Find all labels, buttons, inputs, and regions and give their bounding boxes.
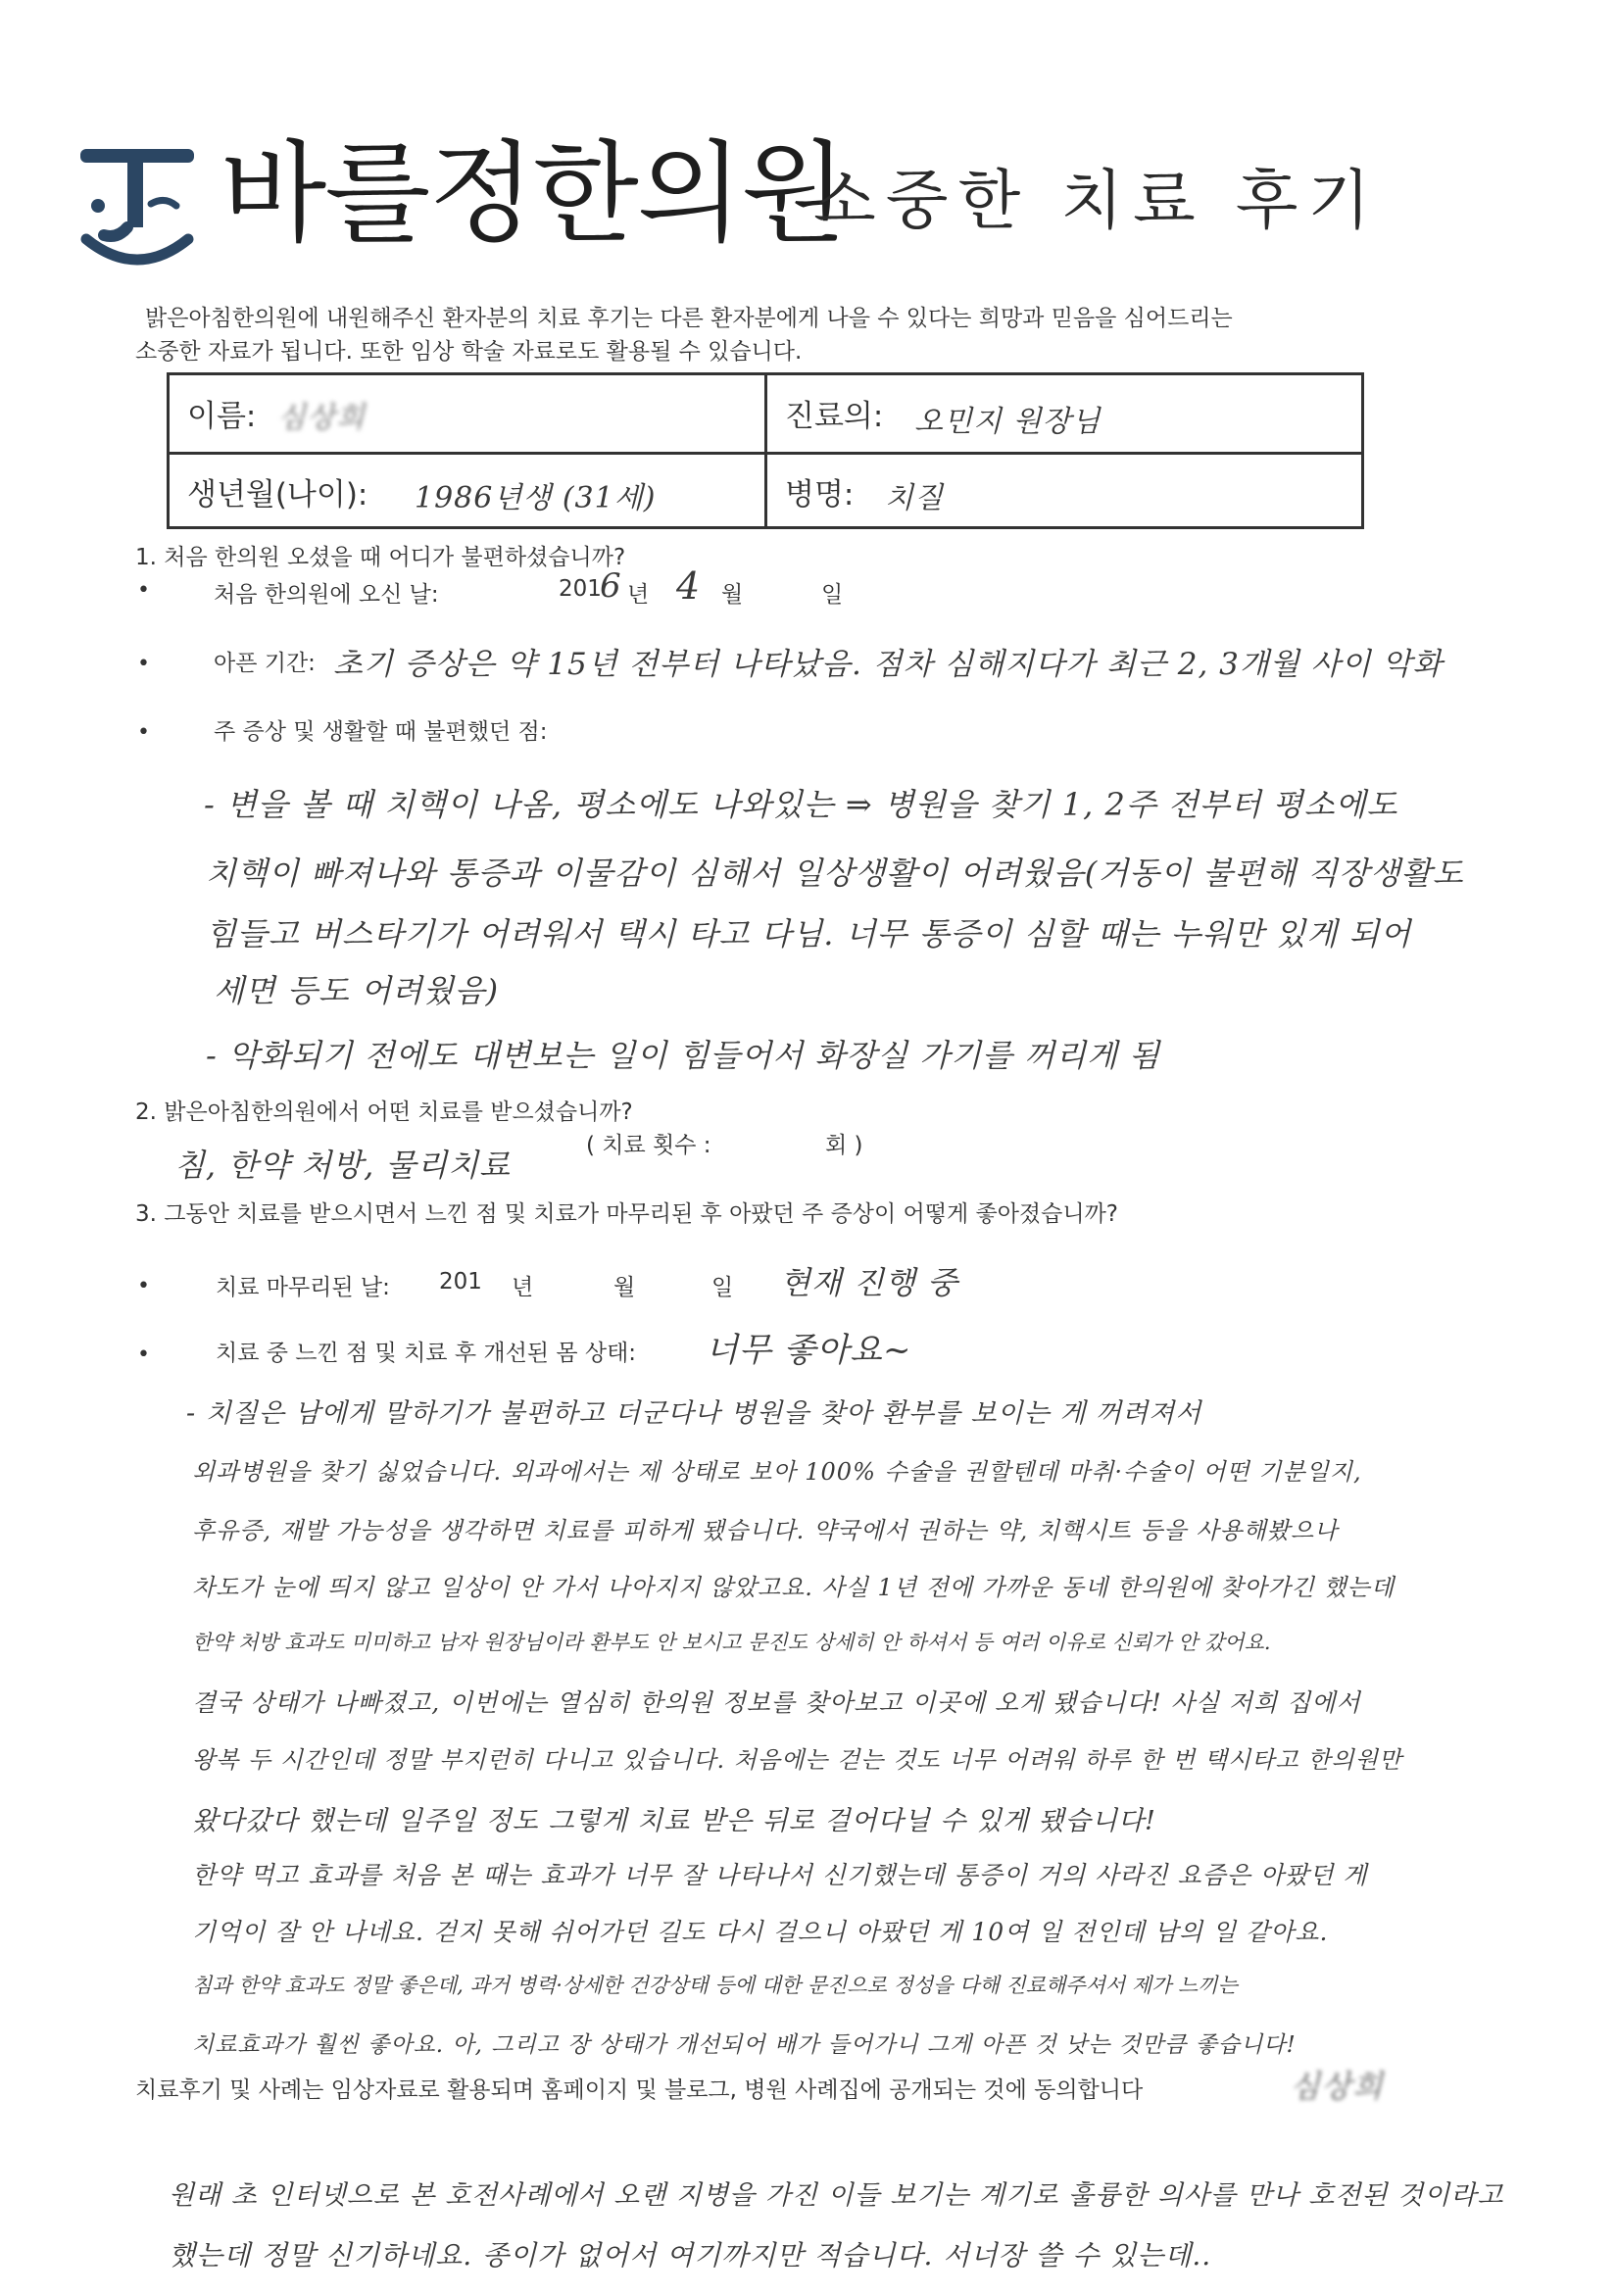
postscript-line: 원래 초 인터넷으로 본 호전사례에서 오랜 지병을 가진 이들 보기는 계기로 훌륭한 의사를 만나 호전된 것이라고 [169, 2180, 1504, 2211]
symptom-line: 세면 등도 어려웠음) [214, 972, 500, 1009]
bullet-icon: • [137, 578, 150, 603]
review-line: 침과 한약 효과도 정말 좋은데, 과거 병력·상세한 건강상태 등에 대한 문진으로 정성을 다해 진료해주셔서 제가 느끼는 [192, 1974, 1238, 1997]
bullet-icon: • [137, 720, 150, 745]
first-visit-month-unit: 월 [721, 582, 744, 608]
treatment-end-month-unit: 월 [613, 1275, 636, 1300]
birth-label: 생년월(나이): [187, 477, 368, 513]
first-visit-year-hand: 6 [600, 566, 622, 606]
symptom-line: 힘들고 버스타기가 어려워서 택시 타고 다님. 너무 통증이 심할 때는 누워만 있게 되어 [206, 915, 1412, 953]
brand-name: 바를정한의원 [220, 130, 846, 258]
review-line: 치료효과가 훨씬 좋아요. 아, 그리고 장 상태가 개선되어 배가 들어가니 그게 아픈 것 낫는 것만큼 좋습니다! [192, 2032, 1297, 2058]
review-line: 외과병원을 찾기 싫었습니다. 외과에서는 제 상태로 보아 100% 수술을 권할텐데 마취·수술이 어떤 기분일지, [192, 1458, 1362, 1486]
treatment-end-day-unit: 일 [711, 1275, 734, 1300]
symptom-line: - 변을 볼 때 치핵이 나옴, 평소에도 나와있는 ⇒ 병원을 찾기 1, 2주 전부터 평소에도 [204, 786, 1398, 823]
review-line: 기억이 잘 안 나네요. 걷지 못해 쉬어가던 길도 다시 걸으니 아팠던 게 10여 일 전인데 남의 일 같아요. [192, 1918, 1329, 1946]
postscript-line: 했는데 정말 신기하네요. 종이가 없어서 여기까지만 적습니다. 서너장 쓸 수 있는데.. [169, 2239, 1212, 2272]
bullet-icon: • [137, 1343, 150, 1367]
first-visit-day-unit: 일 [821, 582, 844, 608]
consent-signature-redacted: 심상희 [1290, 2068, 1384, 2105]
first-visit-year-prefix: 201 [559, 576, 602, 602]
intro-line-2: 소중한 자료가 됩니다. 또한 임상 학술 자료로도 활용될 수 있습니다. [135, 339, 803, 365]
question-2: 2. 밝은아침한의원에서 어떤 치료를 받으셨습니까? [135, 1099, 633, 1125]
treatment-count-label: ( 치료 횟수 : [586, 1133, 711, 1158]
review-line: 왕복 두 시간인데 정말 부지런히 다니고 있습니다. 처음에는 걷는 것도 너무 어려워 하루 한 번 택시타고 한의원만 [192, 1746, 1402, 1774]
treatment-end-label: 치료 마무리된 날: [216, 1275, 390, 1300]
patient-info-table [167, 372, 1364, 529]
birth-value: 1986년생 (31세) [415, 481, 657, 515]
disease-value: 치질 [885, 481, 944, 515]
first-visit-month-hand: 4 [676, 564, 702, 608]
form-subtitle: 소중한 치료 후기 [813, 163, 1381, 238]
pain-period-value: 초기 증상은 약 15년 전부터 나타났음. 점차 심해지다가 최근 2, 3개월 사이 악화 [333, 647, 1444, 682]
first-visit-label: 처음 한의원에 오신 날: [214, 582, 439, 608]
question-3: 3. 그동안 치료를 받으시면서 느낀 점 및 치료가 마무리된 후 아팠던 주 증상이 어떻게 좋아졌습니까? [135, 1201, 1119, 1227]
review-line: 결국 상태가 나빠졌고, 이번에는 열심히 한의원 정보를 찾아보고 이곳에 오게 됐습니다! 사실 저희 집에서 [192, 1688, 1361, 1717]
treatments-value: 침, 한약 처방, 물리치료 [174, 1147, 512, 1184]
feel-value: 너무 좋아요~ [706, 1331, 912, 1370]
doctor-label: 진료의: [785, 399, 884, 434]
name-label: 이름: [187, 399, 257, 434]
consent-text: 치료후기 및 사례는 임상자료로 활용되며 홈페이지 및 블로그, 병원 사례집에 공개되는 것에 동의합니다 [135, 2077, 1144, 2103]
bullet-icon: • [137, 652, 150, 676]
pain-period-label: 아픈 기간: [214, 651, 316, 676]
review-line: 한약 처방 효과도 미미하고 남자 원장님이라 환부도 안 보시고 문진도 상세히 안 하셔서 등 여러 이유로 신뢰가 안 갔어요. [192, 1631, 1271, 1654]
treatment-end-year-prefix: 201 [439, 1269, 482, 1295]
doctor-value: 오민지 원장님 [914, 405, 1102, 439]
review-line: 후유증, 재발 가능성을 생각하면 치료를 피하게 됐습니다. 약국에서 권하는 약, 치핵시트 등을 사용해봤으나 [192, 1517, 1339, 1544]
clinic-logo-icon [78, 145, 196, 272]
bullet-icon: • [137, 1274, 150, 1298]
treatment-end-year-unit: 년 [512, 1275, 534, 1300]
review-line: 차도가 눈에 띄지 않고 일상이 안 가서 나아지지 않았고요. 사실 1년 전에 가까운 동네 한의원에 찾아가긴 했는데 [192, 1574, 1396, 1601]
first-visit-year-unit: 년 [627, 582, 650, 608]
symptom-line: 치핵이 빠져나와 통증과 이물감이 심해서 일상생활이 어려웠음(거동이 불편해 직장생활도 [206, 855, 1464, 892]
disease-label: 병명: [785, 477, 855, 513]
treatment-end-status: 현재 진행 중 [780, 1264, 958, 1301]
intro-text [135, 302, 1448, 368]
question-1: 1. 처음 한의원 오셨을 때 어디가 불편하셨습니까? [135, 545, 626, 570]
treatment-count-unit: 회 ) [825, 1133, 863, 1158]
main-symptoms-label: 주 증상 및 생활할 때 불편했던 점: [214, 719, 548, 745]
intro-line-1: 밝은아침한의원에 내원해주신 환자분의 치료 후기는 다른 환자분에게 나을 수 있다는 희망과 믿음을 심어드리는 [145, 306, 1233, 331]
table-divider-vertical [764, 375, 767, 526]
review-line: 왔다갔다 했는데 일주일 정도 그렇게 치료 받은 뒤로 걸어다닐 수 있게 됐습니다! [192, 1806, 1156, 1836]
review-line: 한약 먹고 효과를 처음 본 때는 효과가 너무 잘 나타나서 신기했는데 통증이 거의 사라진 요즘은 아팠던 게 [192, 1861, 1368, 1889]
symptom-line: - 악화되기 전에도 대변보는 일이 힘들어서 화장실 가기를 꺼리게 됨 [206, 1037, 1160, 1074]
review-line: - 치질은 남에게 말하기가 불편하고 더군다나 병원을 찾아 환부를 보이는 게 꺼려져서 [186, 1398, 1202, 1429]
feel-label: 치료 중 느낀 점 및 치료 후 개선된 몸 상태: [216, 1341, 637, 1366]
name-value-redacted: 심상희 [277, 401, 366, 435]
